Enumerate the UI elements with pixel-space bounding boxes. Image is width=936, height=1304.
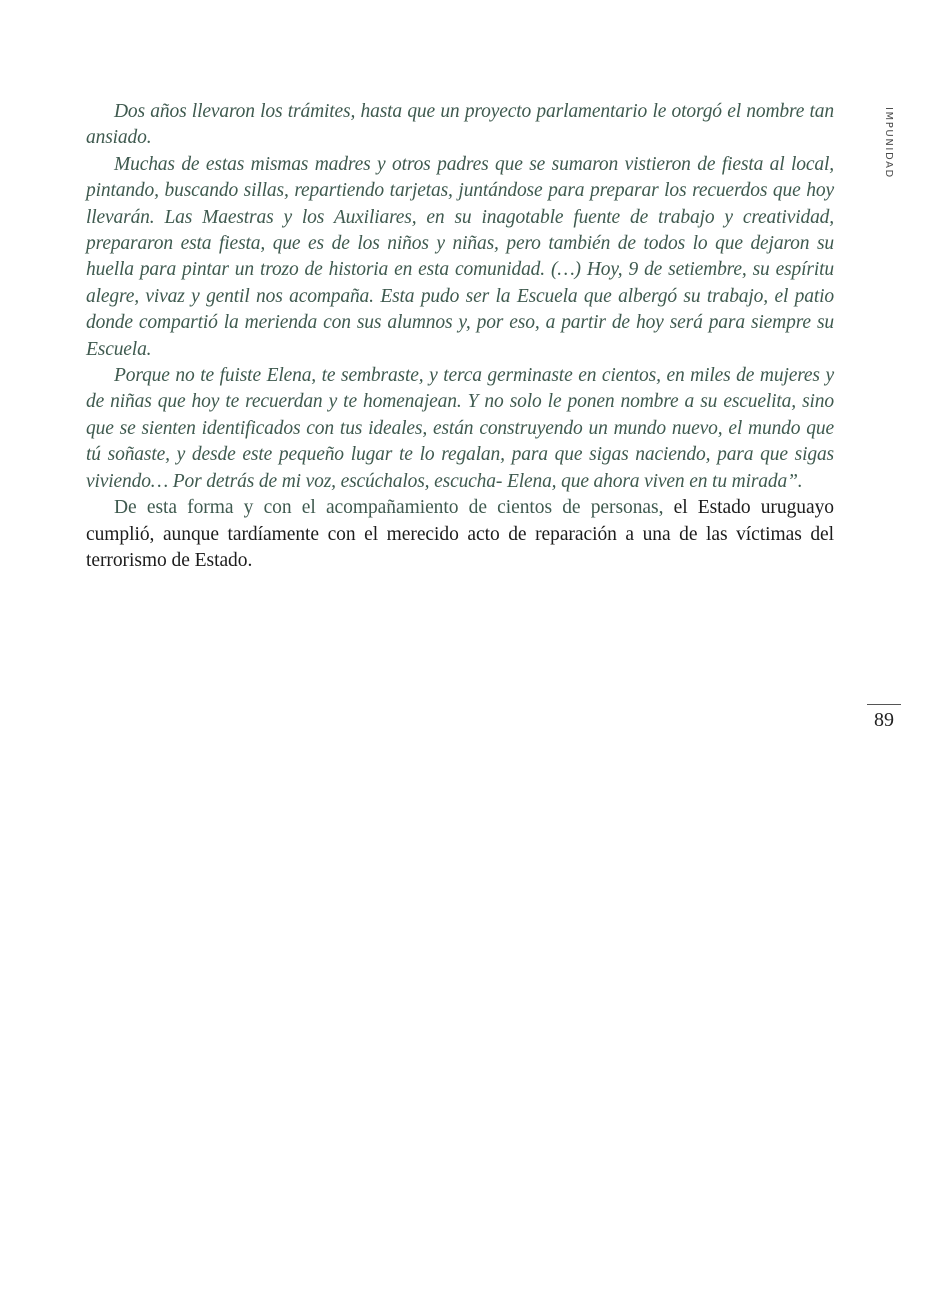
page-number-rule (867, 704, 901, 705)
running-head: IMPUNIDAD (883, 107, 894, 179)
quote-paragraph: Porque no te fuiste Elena, te sembraste, y terca germinaste en cientos, en miles de mujeres y de niñas que hoy te recuerdan y te homenajean. Y no solo le ponen nombre a su escuelita, sino que se sienten identificados con tus ideales, están construyendo un mundo nuevo, el mundo que tú soñaste, y desde este pequeño lugar te lo regalan, para que sigas naciendo, para que sigas viviendo… Por detrás de mi voz, escúchalos, escucha- Elena, que ahora viven en tu mirada”. (86, 365, 834, 492)
quote-paragraph: Muchas de estas mismas madres y otros padres que se sumaron vistieron de fiesta al local, pintando, buscando sillas, repartiendo tarjetas, juntándose para preparar los recuerdos que hoy llevarán. Las Maestras y los Auxiliares, en su inagotable fuente de trabajo y creatividad, prepararon esta fiesta, que es de los niños y niñas, pero también de todos lo que dejaron su huella para pintar un trozo de historia en esta comunidad. (…) Hoy, 9 de setiembre, su espíritu alegre, vivaz y gentil nos acompaña. Esta pudo ser la Escuela que albergó su trabajo, el patio donde compartió la merienda con sus alumnos y, por eso, a partir de hoy será para siempre su Escuela. (86, 153, 834, 360)
body-paragraph-lead: De esta forma y con el acompañamiento de cientos de personas, (114, 497, 664, 519)
body-paragraph-rest: el Estado uruguayo cumplió, aunque tardíamente con el merecido acto de reparación a una de las víctimas del terrorismo de Estado. (86, 497, 834, 571)
page-number: 89 (874, 709, 894, 731)
quote-paragraph: Dos años llevaron los trámites, hasta que un proyecto parlamentario le otorgó el nombre tan ansiado. (86, 101, 834, 149)
body-paragraph (86, 495, 834, 574)
body-text (86, 99, 834, 574)
